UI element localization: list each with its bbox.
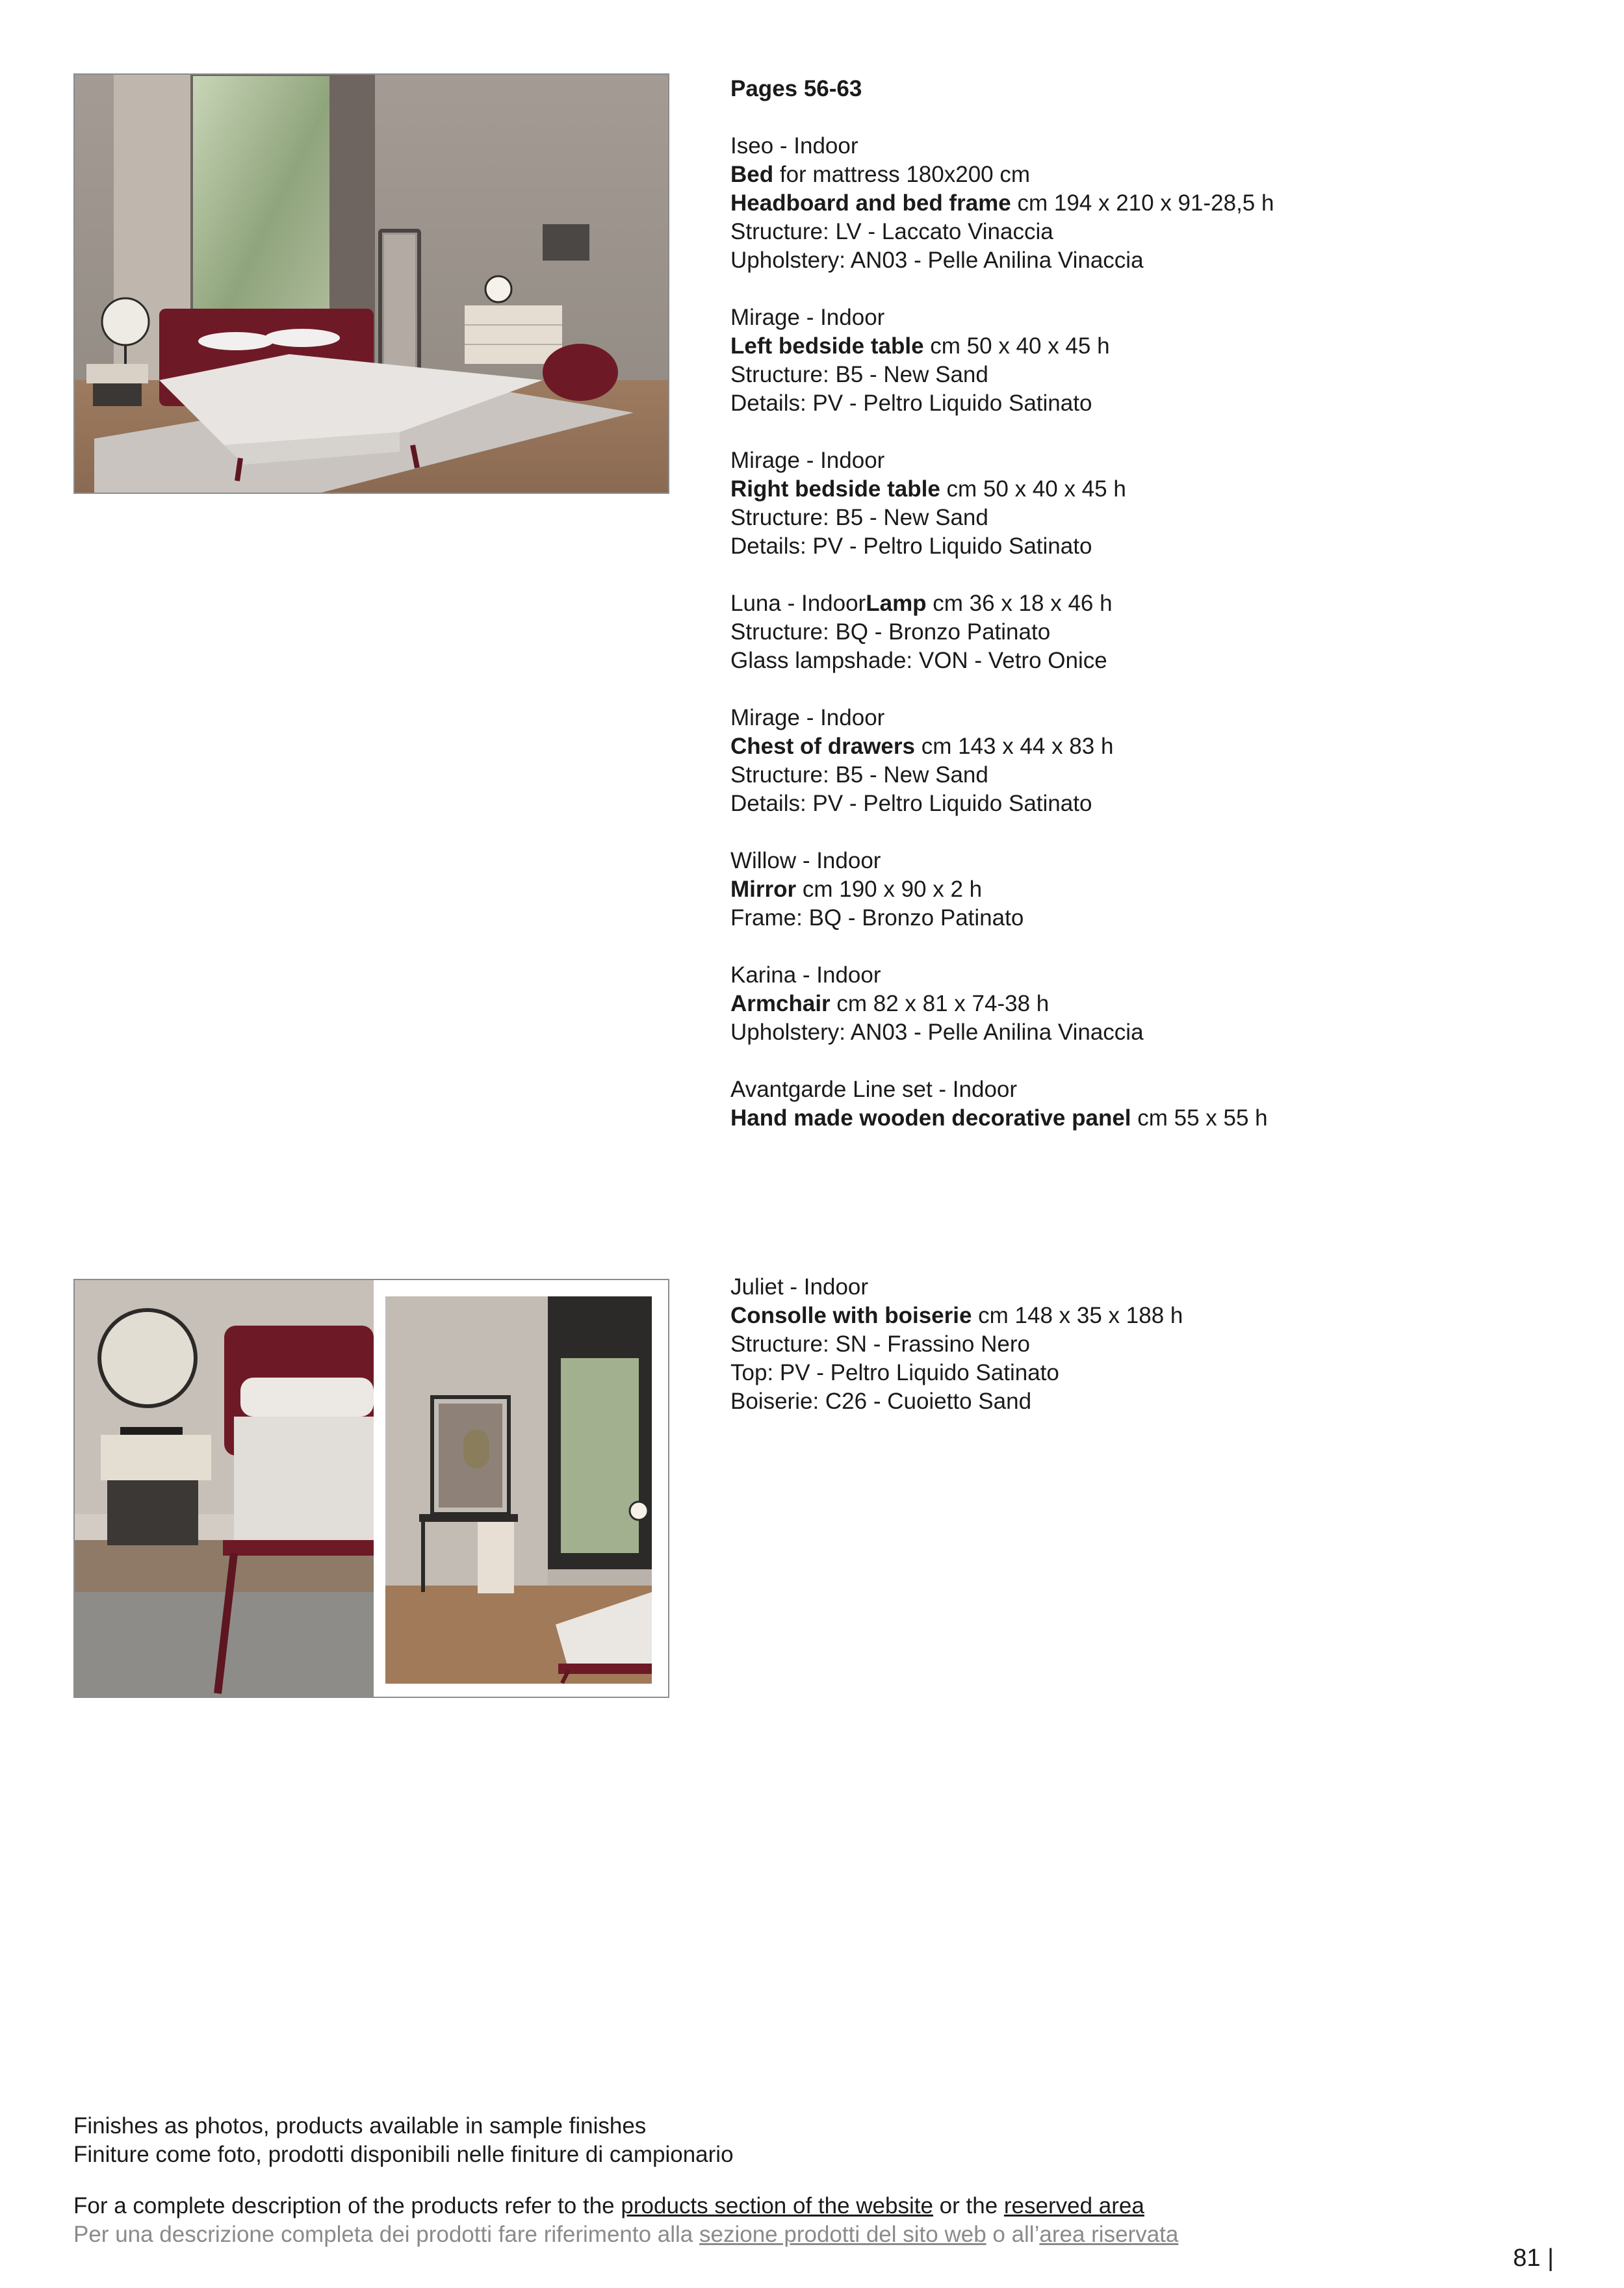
top-product-description	[730, 75, 1543, 1133]
reserved-area-link[interactable]: reserved area	[1003, 2193, 1144, 2218]
product-line: Frame: BQ - Bronzo Patinato	[730, 905, 1024, 931]
product-line: Structure: SN - Frassino Nero	[730, 1331, 1030, 1357]
product-line: Structure: BQ - Bronzo Patinato	[730, 619, 1051, 645]
description-note-en-mid: or the	[933, 2193, 1004, 2218]
finishes-note-it: Finiture come foto, prodotti disponibili nelle finiture di campionario	[73, 2142, 734, 2167]
product-line: Glass lampshade: VON - Vetro Onice	[730, 648, 1107, 673]
product-line: Structure: B5 - New Sand	[730, 362, 988, 387]
product-line: Consolle with boiserie cm 148 x 35 x 188 h	[730, 1303, 1183, 1328]
product-line: Details: PV - Peltro Liquido Satinato	[730, 391, 1092, 416]
product-line: Upholstery: AN03 - Pelle Anilina Vinaccia	[730, 1020, 1144, 1045]
product-line: Bed for mattress 180x200 cm	[730, 162, 1031, 187]
description-note-en	[73, 2192, 1144, 2220]
product-line: Mirror cm 190 x 90 x 2 h	[730, 877, 983, 902]
bedroom-illustration	[75, 75, 668, 493]
product-line: Hand made wooden decorative panel cm 55 x 55 h	[730, 1105, 1268, 1131]
area-riservata-link[interactable]: area riservata	[1039, 2222, 1179, 2247]
product-line: Left bedside table cm 50 x 40 x 45 h	[730, 333, 1110, 359]
product-line: Structure: B5 - New Sand	[730, 762, 988, 788]
product-name: Iseo - Indoor	[730, 133, 858, 159]
description-note-it	[73, 2220, 1178, 2249]
product-line: Boiserie: C26 - Cuoietto Sand	[730, 1389, 1032, 1414]
product-line: Details: PV - Peltro Liquido Satinato	[730, 791, 1092, 816]
sezione-prodotti-link[interactable]: sezione prodotti del sito web	[699, 2222, 986, 2247]
bed-consolle-illustration	[75, 1280, 668, 1697]
product-name: Karina - Indoor	[730, 962, 881, 988]
page-number: 81 |	[1513, 2244, 1554, 2272]
description-note-it-mid: o all’	[986, 2222, 1040, 2247]
product-line: Chest of drawers cm 143 x 44 x 83 h	[730, 734, 1114, 759]
pages-label: Pages 56-63	[730, 76, 862, 101]
product-line: Headboard and bed frame cm 194 x 210 x 91-28,5 h	[730, 190, 1274, 216]
product-name: Willow - Indoor	[730, 848, 881, 873]
product-line: Structure: LV - Laccato Vinaccia	[730, 219, 1053, 244]
bottom-product-description	[730, 1273, 1543, 1416]
product-name-inline: Luna - IndoorLamp cm 36 x 18 x 46 h	[730, 591, 1113, 616]
product-name: Juliet - Indoor	[730, 1274, 869, 1300]
description-note-it-text: Per una descrizione completa dei prodotti fare riferimento alla	[73, 2222, 699, 2247]
product-name: Mirage - Indoor	[730, 448, 885, 473]
product-line: Structure: B5 - New Sand	[730, 505, 988, 530]
product-line: Top: PV - Peltro Liquido Satinato	[730, 1360, 1059, 1385]
bedroom-photo	[73, 73, 669, 494]
bed-and-consolle-photo	[73, 1279, 669, 1698]
product-line: Armchair cm 82 x 81 x 74-38 h	[730, 991, 1050, 1016]
product-line: Upholstery: AN03 - Pelle Anilina Vinaccia	[730, 248, 1144, 273]
product-line: Details: PV - Peltro Liquido Satinato	[730, 533, 1092, 559]
product-line: Right bedside table cm 50 x 40 x 45 h	[730, 476, 1126, 502]
product-name: Mirage - Indoor	[730, 705, 885, 730]
products-section-link[interactable]: products section of the website	[621, 2193, 933, 2218]
description-note-en-text: For a complete description of the products refer to the	[73, 2193, 621, 2218]
product-name: Mirage - Indoor	[730, 305, 885, 330]
finishes-note-en: Finishes as photos, products available in sample finishes	[73, 2113, 647, 2139]
product-name: Avantgarde Line set - Indoor	[730, 1077, 1018, 1102]
